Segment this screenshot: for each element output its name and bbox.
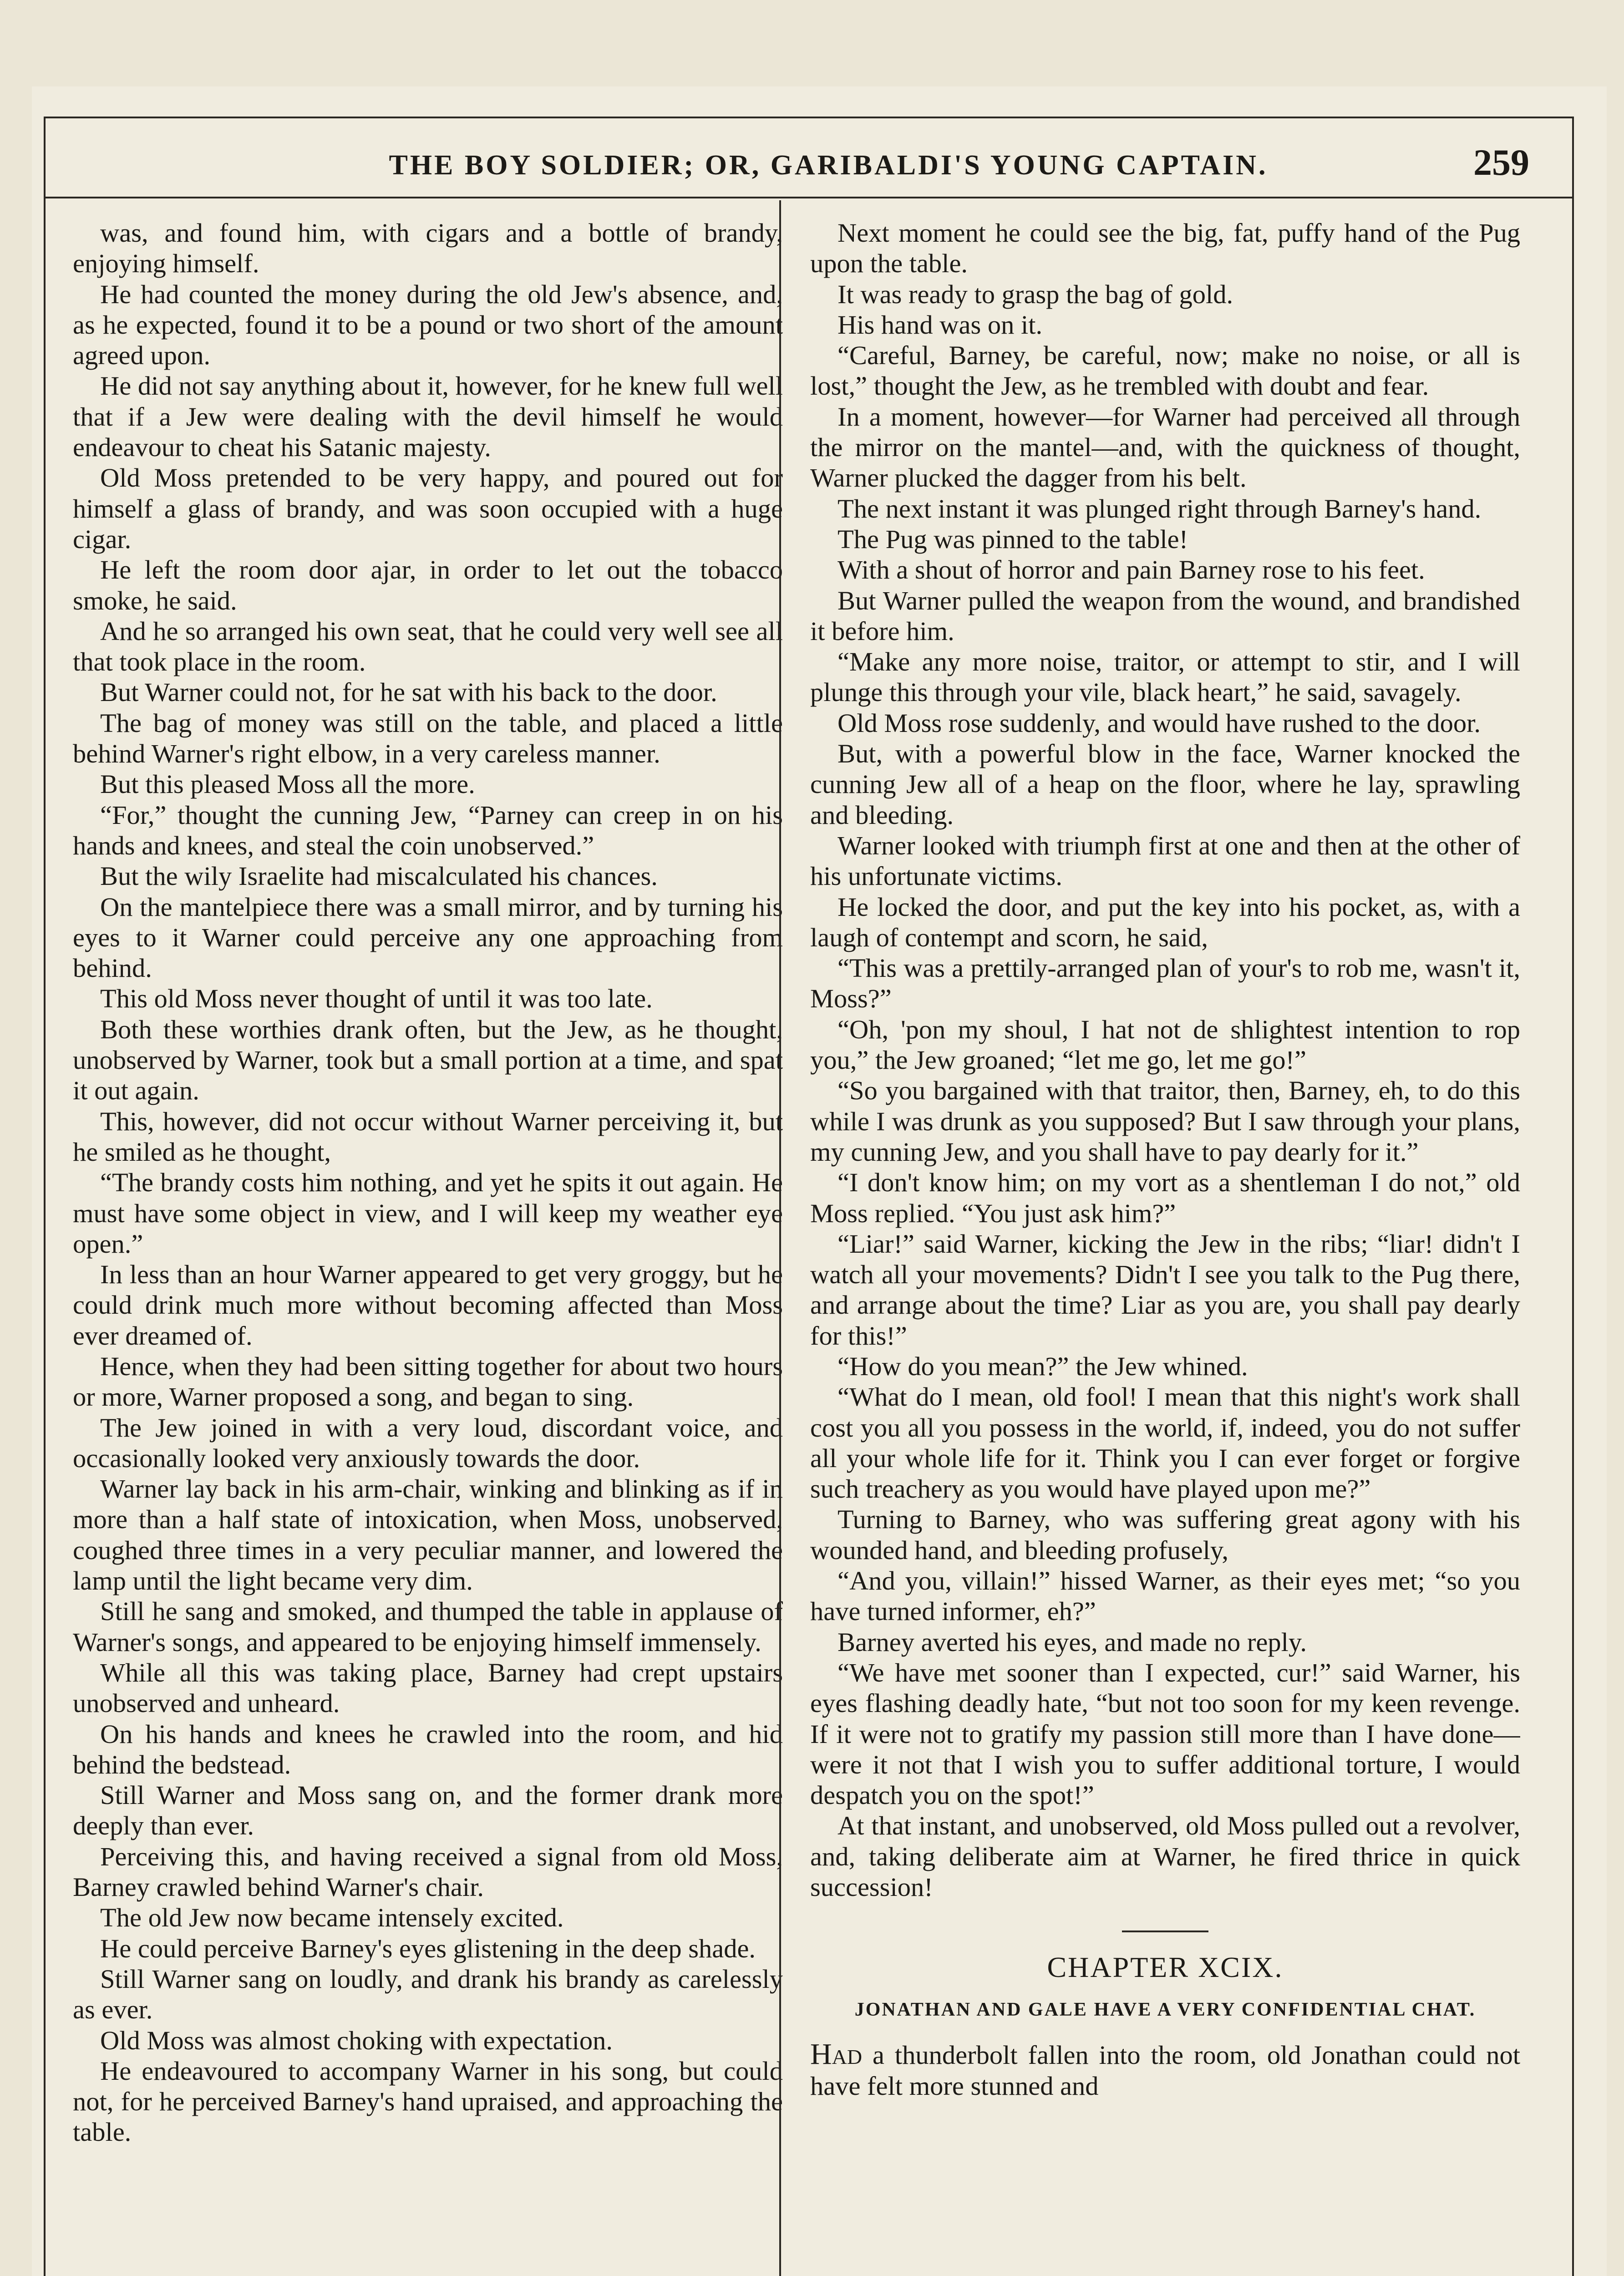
paragraph: But, with a powerful blow in the face, Warner knocked the cunning Jew all of a heap on the floor, where he lay, sprawling and bleeding.	[810, 739, 1520, 830]
paragraph: This, however, did not occur without Warner perceiving it, but he smiled as he thought,	[73, 1106, 783, 1167]
paragraph: Next moment he could see the big, fat, puffy hand of the Pug upon the table.	[810, 218, 1520, 279]
chapter-title: CHAPTER XCIX.	[1047, 1951, 1284, 1984]
paragraph: The Jew joined in with a very loud, discordant voice, and occasionally looked very anxiously towards the door.	[73, 1412, 783, 1473]
paragraph: The Pug was pinned to the table!	[837, 524, 1188, 554]
paragraph: “This was a prettily-arranged plan of your's to rob me, wasn't it, Moss?”	[810, 953, 1520, 1014]
paragraph: In a moment, however—for Warner had perceived all through the mirror on the mantel—and, with the quickness of thought, Warner plucked the dagger from his belt.	[810, 401, 1520, 493]
chapter-opening-paragraph	[810, 2039, 1520, 2101]
paragraph: “Liar!” said Warner, kicking the Jew in the ribs; “liar! didn't I watch all your movements? Didn't I see you talk to the Pug there, and arrange about the time? Liar as you are, you shall pay dearly for this!”	[810, 1229, 1520, 1351]
paragraph: “For,” thought the cunning Jew, “Parney can creep in on his hands and knees, and steal the coin unobserved.”	[73, 800, 783, 860]
paragraph: Still Warner and Moss sang on, and the former drank more deeply than ever.	[73, 1780, 783, 1841]
paragraph: His hand was on it.	[837, 310, 1043, 340]
paragraph: He did not say anything about it, however, for he knew full well that if a Jew were dealing with the devil himself he would endeavour to cheat his Satanic majesty.	[73, 371, 783, 462]
paragraph: “Oh, 'pon my shoul, I hat not de shlightest intention to rop you,” the Jew groaned; “let me go, let me go!”	[810, 1014, 1520, 1075]
paragraph: While all this was taking place, Barney had crept upstairs unobserved and unheard.	[73, 1657, 783, 1718]
page-number: 259	[1473, 142, 1529, 183]
paragraph: Still Warner sang on loudly, and drank his brandy as carelessly as ever.	[73, 1964, 783, 2025]
left-column	[73, 218, 783, 2276]
paragraph: Turning to Barney, who was suffering great agony with his wounded hand, and bleeding profusely,	[810, 1504, 1520, 1565]
paragraph: Both these worthies drank often, but the Jew, as he thought, unobserved by Warner, took but a small portion at a time, and spat it out again.	[73, 1014, 783, 1106]
paragraph: “Make any more noise, traitor, or attempt to stir, and I will plunge this through your vile, black heart,” he said, savagely.	[810, 647, 1520, 707]
paragraph: was, and found him, with cigars and a bottle of brandy, enjoying himself.	[73, 218, 783, 279]
paragraph: “How do you mean?” the Jew whined.	[837, 1351, 1248, 1381]
right-column-paragraphs	[810, 218, 1520, 1902]
paragraph: Warner looked with triumph first at one and then at the other of his unfortunate victims.	[810, 830, 1520, 891]
chapter-subtitle: JONATHAN AND GALE HAVE A VERY CONFIDENTIAL CHAT.	[854, 1999, 1476, 2021]
paragraph: It was ready to grasp the bag of gold.	[837, 279, 1233, 309]
paragraph: Still he sang and smoked, and thumped the table in applause of Warner's songs, and appeared to be enjoying himself immensely.	[73, 1596, 783, 1657]
header-rule	[44, 197, 1574, 198]
paragraph: But Warner pulled the weapon from the wound, and brandished it before him.	[810, 585, 1520, 646]
paragraph: He left the room door ajar, in order to let out the tobacco smoke, he said.	[73, 555, 783, 615]
paragraph: On the mantelpiece there was a small mirror, and by turning his eyes to it Warner could perceive any one approaching from behind.	[73, 892, 783, 983]
column-divider	[779, 200, 781, 2276]
paragraph: Barney averted his eyes, and made no reply.	[837, 1627, 1307, 1657]
paragraph: “So you bargained with that traitor, then, Barney, eh, to do this while I was drunk as you supposed? But I saw through your plans, my cunning Jew, and you shall have to pay dearly for it.”	[810, 1076, 1520, 1167]
paragraph: The old Jew now became intensely excited.	[100, 1903, 564, 1933]
paragraph: With a shout of horror and pain Barney rose to his feet.	[837, 555, 1425, 585]
page-header	[55, 137, 1566, 191]
running-title: THE BOY SOLDIER; OR, GARIBALDI'S YOUNG CAPTAIN.	[389, 150, 1268, 181]
paragraph: Warner lay back in his arm-chair, winking and blinking as if in more than a half state of intoxication, when Moss, unobserved, coughed three times in a very peculiar manner, and lowered the lamp until the light became very dim.	[73, 1474, 783, 1596]
paragraph: He had counted the money during the old Jew's absence, and, as he expected, found it to be a pound or two short of the amount agreed upon.	[73, 279, 783, 371]
paragraph: At that instant, and unobserved, old Moss pulled out a revolver, and, taking deliberate aim at Warner, he fired thrice in quick succession!	[810, 1811, 1520, 1902]
paragraph: “The brandy costs him nothing, and yet he spits it out again. He must have some object in view, and I will keep my weather eye open.”	[73, 1168, 783, 1259]
paragraph: “And you, villain!” hissed Warner, as their eyes met; “so you have turned informer, eh?”	[810, 1566, 1520, 1626]
chapter-opening-text: a thunderbolt fallen into the room, old Jonathan could not have felt more stunned and	[810, 2040, 1520, 2101]
paragraph: “What do I mean, old fool! I mean that this night's work shall cost you all you possess in the world, if, indeed, you do not suffer all your whole life for it. Think you I can ever forget or forgive such treachery as you would have played upon me?”	[810, 1382, 1520, 1504]
chapter-rule	[1122, 1931, 1208, 1932]
paragraph: But the wily Israelite had miscalculated his chances.	[100, 861, 658, 891]
paragraph: He endeavoured to accompany Warner in his song, but could not, for he perceived Barney's hand upraised, and approaching the table.	[73, 2056, 783, 2147]
paragraph: The next instant it was plunged right through Barney's hand.	[837, 493, 1482, 523]
paragraph: He locked the door, and put the key into his pocket, as, with a laugh of contempt and scorn, he said,	[810, 892, 1520, 952]
paragraph: And he so arranged his own seat, that he could very well see all that took place in the room.	[73, 616, 783, 677]
paragraph: Old Moss was almost choking with expectation.	[100, 2025, 613, 2055]
paragraph: Perceiving this, and having received a signal from old Moss, Barney crawled behind Warner's chair.	[73, 1841, 783, 1902]
paragraph: “We have met sooner than I expected, cur!” said Warner, his eyes flashing deadly hate, “but not too soon for my keen revenge. If it were not to gratify my passion still more than I have done—were it not that I wish you to suffer additional torture, I would despatch you on the spot!”	[810, 1657, 1520, 1810]
paragraph: On his hands and knees he crawled into the room, and hid behind the bedstead.	[73, 1719, 783, 1779]
paragraph: This old Moss never thought of until it was too late.	[100, 984, 653, 1014]
paragraph: But this pleased Moss all the more.	[100, 769, 475, 799]
paragraph: He could perceive Barney's eyes glistening in the deep shade.	[100, 1933, 756, 1963]
paragraph: Old Moss rose suddenly, and would have rushed to the door.	[837, 708, 1481, 738]
paragraph: Old Moss pretended to be very happy, and poured out for himself a glass of brandy, and was soon occupied with a huge cigar.	[73, 463, 783, 554]
chapter-opening-word: Had	[810, 2037, 863, 2071]
right-column	[810, 218, 1520, 2276]
paragraph: In less than an hour Warner appeared to get very groggy, but he could drink much more without becoming affected than Moss ever dreamed of.	[73, 1260, 783, 1351]
paragraph: The bag of money was still on the table, and placed a little behind Warner's right elbow, in a very careless manner.	[73, 708, 783, 769]
paragraph: But Warner could not, for he sat with his back to the door.	[100, 677, 717, 707]
paragraph: “I don't know him; on my vort as a shentleman I do not,” old Moss replied. “You just ask him?”	[810, 1168, 1520, 1228]
paragraph: “Careful, Barney, be careful, now; make no noise, or all is lost,” thought the Jew, as he trembled with doubt and fear.	[810, 340, 1520, 401]
paragraph: Hence, when they had been sitting together for about two hours or more, Warner proposed a song, and began to sing.	[73, 1351, 783, 1412]
